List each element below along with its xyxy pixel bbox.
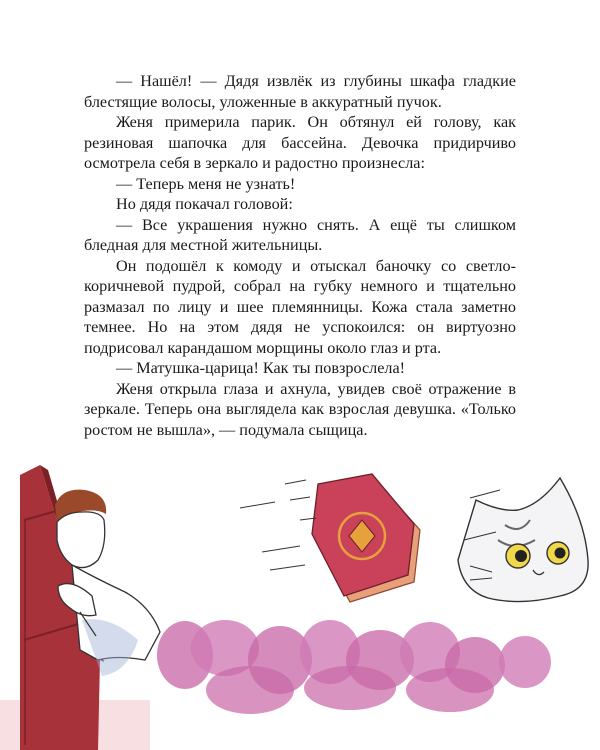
paragraph-7: — Матушка-царица! Как ты повзрослела!: [116, 359, 406, 377]
paragraph-6: Он подошёл к комоду и отыскал баночку со светло-коричневой пудрой, собрал на губку немного и тщательно размазал по лицу и шее племянницы. Кожа стала заметно темнее. Но на этом дядя не успокоился: он виртуозно подрисовал карандашом морщины около глаз и рта.: [84, 256, 516, 357]
cloud-puff: [206, 666, 294, 714]
story-text: [84, 71, 516, 440]
paragraph-3: — Теперь меня не узнать!: [116, 174, 296, 193]
pink-cloud: [157, 620, 551, 714]
paragraph-4: Но дядя покачал головой:: [116, 195, 293, 213]
paragraph-1: — Нашёл! — Дядя извлёк из глубины шкафа гладкие блестящие волосы, уложенные в аккуратный пучок.: [84, 72, 516, 111]
cat: [458, 478, 588, 602]
cat-head: [458, 478, 588, 602]
cloud-puff: [499, 636, 551, 688]
cloud-puff: [406, 668, 494, 712]
paragraph-8: Женя открыла глаза и ахнула, увидев своё отражение в зеркале. Теперь она выглядела как взрослая девушка. «Только ростом не вышла», — подумала сыщица.: [84, 379, 516, 439]
paragraph-5: — Все украшения нужно снять. А ещё ты слишком бледная для местной жительницы.: [84, 215, 516, 254]
cloud-puff: [304, 666, 396, 710]
mirror: [312, 474, 420, 602]
paragraph-2: Женя примерила парик. Он обтянул ей голову, как резиновая шапочка для бассейна. Девочка придирчиво осмотрела себя в зеркало и радостно произнесла:: [84, 113, 516, 172]
illustration: [0, 440, 600, 750]
